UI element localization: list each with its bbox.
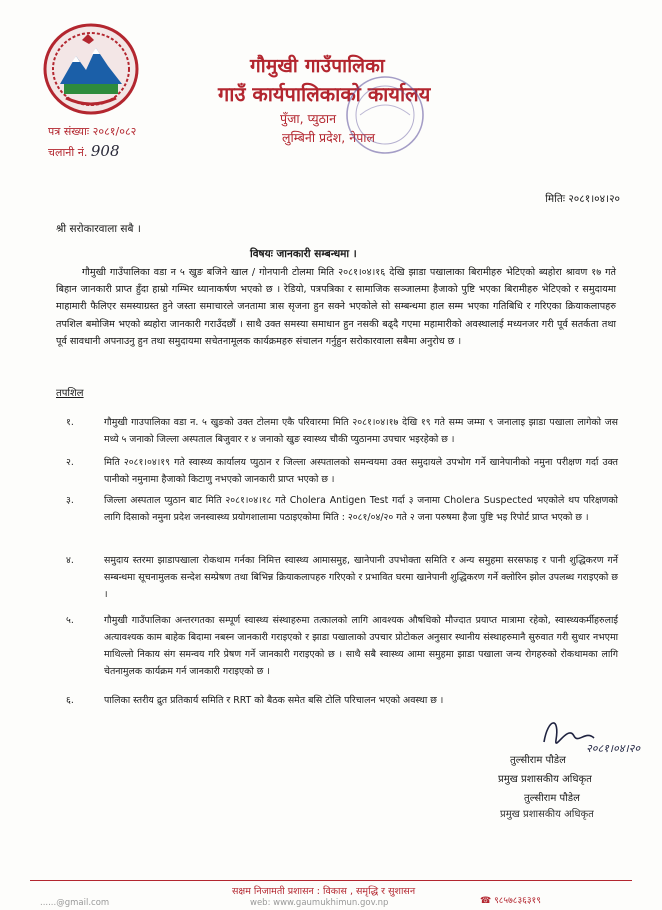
list-item [66,692,618,709]
list-item-number: १. [66,417,74,428]
list-item [66,454,618,488]
details-heading: तपशिल [56,388,84,399]
list-item-text: गौमुखी गाउँपालिका अन्तरगतका सम्पूर्ण स्वास्थ्य संस्थाहरुमा तत्कालको लागि आवश्यक औषधिको मौज्दात प्रयाप्त मात्रामा रहेको, स्वास्थ्यकर्मीहरुलाई अत्यावश्यक काम बाहेक बिदामा नबस्न जानकारी गराइएको र झाडा पखालाको उपचार प्रोटोकल अनुसार स्थानीय संस्थाहरुमानै सुरुवात गरी सुधार नभएमा माथिल्लो निकाय संग समन्वय गरि प्रेषण गर्ने जानकारी गराइएको छ । साथै सबै स्वास्थ्य आमा समुहमा झाडा पखाला जन्य रोगहरुको रोकथामका लागि चेतनामुलक कार्यक्रम गर्न जानकारी गराइएको छ । [104,615,618,677]
signatory-stamp-designation: प्रमुख प्रशासकीय अधिकृत [500,809,594,820]
footer-divider [30,880,632,881]
list-item [66,492,618,526]
footer-website: web: www.gaumukhimun.gov.np [250,898,389,908]
office-address: पुँजा, प्युठान [280,111,337,126]
recipient-line: श्री सरोकारवाला सबै । [56,223,141,235]
dispatch-handwritten-number: 908 [90,142,120,160]
list-item-text: मिति २०८१।०४।१९ गते स्वास्थ्य कार्यालय प्युठान र जिल्ला अस्पतालको समन्वयमा उक्त समुदायले उपभोग गर्ने खानेपानीको नमुना परीक्षण गर्दा उक्त पानीको नमुनामा हैजाको किटाणु नभएको जानकारी प्राप्त भएको छ । [104,457,618,485]
list-item [66,612,618,680]
signatory-stamp-name: तुल्सीराम पौडेल [524,793,580,804]
list-item-number: ४. [66,555,74,566]
list-item-number: २. [66,457,74,468]
list-item-text: पालिका स्तरीय द्रुत प्रतिकार्य समिति र RRT को बैठक समेत बसि टोलि परिचालन भएको अवस्था छ । [104,695,444,706]
signatory-name: तुल्सीराम पौडेल [510,755,566,766]
dispatch-label: चलानी नं. [48,146,88,159]
footer-phone: ☎ ९८५७८३६३१९ [480,896,541,906]
letter-reference-number: पत्र संख्याः २०८१/०८२ [48,125,137,138]
subject-line: विषयः जानकारी सम्बन्धमा । [250,248,357,260]
footer-slogan: सक्षम निजामती प्रशासन : विकास , समृद्धि र सुशासन [232,886,416,897]
list-item [66,414,618,448]
signatory-designation: प्रमुख प्रशासकीय अधिकृत [498,774,592,785]
letter-date: मितिः २०८१।०४।२० [545,193,620,205]
dispatch-number [48,142,120,160]
list-item-number: ३. [66,495,74,506]
handwritten-signature [534,712,644,757]
office-province: लुम्बिनी प्रदेश, नेपाल [282,130,376,145]
list-item [66,552,618,603]
list-item-number: ६. [66,695,74,706]
list-item-number: ५. [66,615,74,626]
office-seal-stamp-icon [330,70,440,160]
intro-paragraph: गौमुखी गाउँपालिका वडा न ५ खुङ बजिने खाल / गोनपानी टोलमा मिति २०८१।०४।१६ देखि झाडा पखालाका बिरामीहरु भेटिएको ब्यहोरा श्रावण १७ गते बिहान जानकारी प्राप्त हुँदा हाम्रो गम्भिर ध्यानाकर्षण भएको छ । रेडियो, पत्रपत्रिका र सामाजिक सञ्जालमा हैजाको पुष्टि भएका बिरामीहरु भेटिएको र समुदायमा माहामारी फैलिएर समस्याग्रस्त हुने जस्ता समाचारले जनतामा त्रास सृजना हुन सक्ने भएकोले सो सम्बन्धमा हाल सम्म भएका गतिबिधि र गरिएका क्रियाकलापहरु तपशिल बमोजिम भएको ब्यहोरा जानकारी गराउँदछौं । साथै उक्त समस्या समाधान हुन नसकी बढ्दै गएमा महामारीको अवस्थालाई मध्यनजर गरी पूर्व सतर्कता तथा पूर्व सावधानी अपनाउनु हुन तथा समुदायमा सचेतनामूलक कार्यक्रमहरु संचालन गर्नुहुन सरोकारवाला सबैमा अनुरोध छ । [56,267,616,347]
footer-email: ......@gmail.com [40,898,110,908]
office-name: गाउँ कार्यपालिकाको कार्यालय [218,82,431,106]
list-item-text: गौमुखी गाउपालिका वडा न. ५ खुङको उक्त टोलमा एकै परिवारमा मिति २०८१।०४।१७ देखि १९ गते सम्म जम्मा ९ जनालाइ झाडा पखाला लागेको जस मध्ये ५ जनाको जिल्ला अस्पताल बिजुवार र ४ जनाको खुङ स्वास्थ्य चौकी प्युठानमा उपचार भइरहेको छ । [104,417,618,445]
signature-handwritten-date: २०८१।०४।२० [586,742,641,755]
list-item-text: जिल्ला अस्पताल प्युठान बाट मिति २०८१।०४।१८ गते Cholera Antigen Test गर्दा ३ जनामा Cholera Suspected भएकोले थप परिक्षणको लागि दिसाको नमुना प्रदेश जनस्वास्थ्य प्रयोगशालामा पठाइएकोमा मिति : २०८१/०४/२० गते २ जना परुषमा हैजा पुष्टि भइ रिपोर्ट प्राप्त भएको छ । [104,495,618,523]
nepal-emblem-icon [42,22,140,116]
municipality-name: गौमुखी गाउँपालिका [250,55,385,77]
list-item-text: समुदाय स्तरमा झाडापखाला रोकथाम गर्नका निमित्त स्वास्थ्य आमासमुह, खानेपानी उपभोक्ता समिति र अन्य समुहमा सरसफाइ र पानी शुद्धिकरण गर्ने सम्बन्धमा सूचनामुलक सन्देश सम्प्रेषण तथा बिभिन्न क्रियाकलापहरु गरिएको र प्रभावित घरमा खानेपानी शुद्धिकरण गर्ने क्लोरिन झोल उपलब्ध गराइएको छ । [104,555,618,600]
